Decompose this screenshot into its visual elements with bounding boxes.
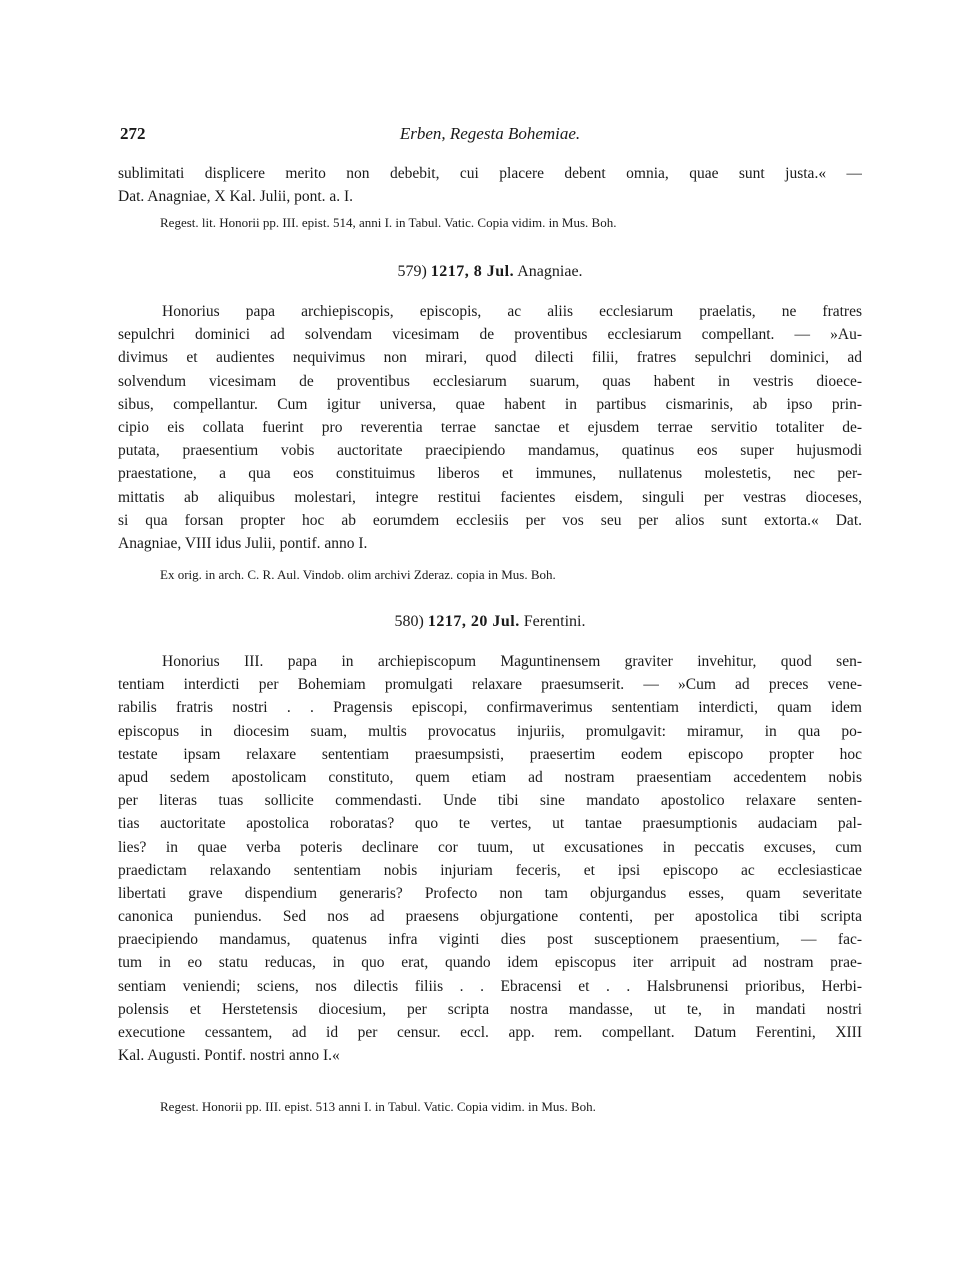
text-line: cipio eis collata fuerint pro reverentia terrae sanctae et ejusdem terrae servitio totaliter de- (118, 418, 862, 436)
text-line: Anagniae, VIII idus Julii, pontif. anno I. (118, 534, 368, 552)
entry-579-source (118, 564, 862, 586)
text-line: Honorius III. papa in archiepiscopum Maguntinensem graviter invehitur, quod sen- (162, 653, 862, 670)
entry-579-text (118, 300, 862, 555)
text-line: lies? in quae verba poteris declinare cor tuum, ut excusationes in peccatis excuses, cum (118, 838, 862, 856)
prev-entry-text (118, 162, 862, 208)
text-line: praestatione, a qua eos constituimus liberos et immunes, nullatenus molestetis, nec per- (118, 465, 862, 483)
text-line: tias auctoritate apostolica roboratas? quo te vertes, ut tantae praesumptionis audaciam pal- (118, 815, 862, 833)
text-line: solvendum vicesimam de proventibus ecclesiarum suarum, quas habent in vestris dioece- (118, 372, 862, 390)
entry-number: 580) (394, 613, 424, 630)
entry-580-source (118, 1096, 862, 1118)
text-line: apud sedem apostolicam constituto, quem etiam ad nostram praesentiam accedentem nobis (118, 768, 862, 786)
entry-579-heading (118, 260, 862, 284)
entry-date: 1217, 8 Jul. (430, 263, 515, 280)
prev-entry-source (118, 212, 862, 234)
text-line: si qua forsan propter hoc ab eorumdem ecclesiis per vos seu per alios sunt extorta.« Dat. (118, 511, 862, 529)
text-line: libertati grave dispendium generaris? Profecto non tam objurgandus esses, quam severitate (118, 884, 862, 902)
text-line: sublimitati displicere merito non debebit, cui placere debent omnia, quae sunt justa.« — (118, 165, 862, 182)
text-line: polensis et Herstetensis diocesium, per scripta nostra mandasse, ut te, in mandati nostri (118, 1000, 862, 1018)
entry-place: Ferentini. (523, 613, 586, 630)
text-line: tum in eo statu reducas, in quo erat, quando idem episcopus iter arripuit ad nostram prae- (118, 954, 862, 972)
text-line: Dat. Anagniae, X Kal. Julii, pont. a. I. (118, 188, 354, 206)
text-line: episcopus in diocesim suam, multis provocatus injuriis, promulgavit: miramur, in qua po- (118, 722, 862, 740)
text-line: praecipiendo mandamus, quatenus infra viginti dies post susceptionem praesentium, — fac- (118, 931, 862, 949)
running-title: Erben, Regesta Bohemiae. (399, 124, 581, 143)
source-citation: Regest. Honorii pp. III. epist. 513 anni I. in Tabul. Vatic. Copia vidim. in Mus. Boh. (160, 1099, 596, 1114)
page-header (120, 124, 860, 148)
text-line: mittatis ab aliquibus molestari, integre restitui facientes eisdem, singuli per vestras dioceses, (118, 488, 862, 506)
entry-number: 579) (397, 263, 427, 280)
text-line: tentiam interdicti per Bohemiam promulgati relaxare praesumserit. — »Cum ad preces vene- (118, 676, 862, 694)
text-line: sepulchri dominici ad solvendam vicesimam de proventibus ecclesiarum compellant. — »Au- (118, 326, 862, 344)
source-citation: Ex orig. in arch. C. R. Aul. Vindob. olim archivi Zderaz. copia in Mus. Boh. (160, 567, 556, 582)
text-line: Honorius papa archiepiscopis, episcopis, ac aliis ecclesiarum praelatis, ne fratres (162, 303, 862, 320)
text-line: sentiam veniendi; sciens, nos dilectis filiis . . Ebracensi et . . Halsbrunensi prioribus, Herbi- (118, 977, 862, 995)
text-line: Kal. Augusti. Pontif. nostri anno I.« (118, 1047, 340, 1065)
page-number: 272 (120, 124, 146, 143)
text-line: sibus, compellantur. Cum igitur universa, quae habent in partibus cismarinis, ab ipso prin- (118, 395, 862, 413)
text-line: testate ipsam relaxare sententiam praesumpsisti, praesertim eodem episcopo propter hoc (118, 745, 862, 763)
entry-580-text (118, 650, 862, 1067)
text-line: executione cessantem, ad id per censur. eccl. app. rem. compellant. Datum Ferentini, XIII (118, 1024, 862, 1041)
text-line: per literas tuas sollicite commendasti. Unde tibi sine mandato apostolico relaxare senten- (118, 792, 862, 810)
entry-date: 1217, 20 Jul. (427, 613, 520, 630)
text-line: divimus et audientes nequivimus non mirari, quod dilecti filii, fratres sepulchri dominici, ad (118, 349, 862, 367)
entry-place: Anagniae. (517, 263, 583, 280)
text-line: praedictam relaxando sententiam nobis injuriam feceris, et ipsi episcopo ac ecclesiasticae (118, 861, 862, 879)
entry-580-heading (118, 610, 862, 634)
source-citation: Regest. lit. Honorii pp. III. epist. 514, anni I. in Tabul. Vatic. Copia vidim. in Mus. Boh. (160, 215, 617, 230)
text-line: putata, praesentium vobis auctoritate praecipiendo mandamus, quatinus eos super hujusmodi (118, 442, 862, 460)
text-line: rabilis fratris nostri . . Pragensis episcopi, confirmaverimus sententiam interdicti, quam idem (118, 699, 862, 717)
text-line: canonica puniendus. Sed nos ad praesens objurgatione contenti, per apostolica tibi scripta (118, 908, 862, 926)
